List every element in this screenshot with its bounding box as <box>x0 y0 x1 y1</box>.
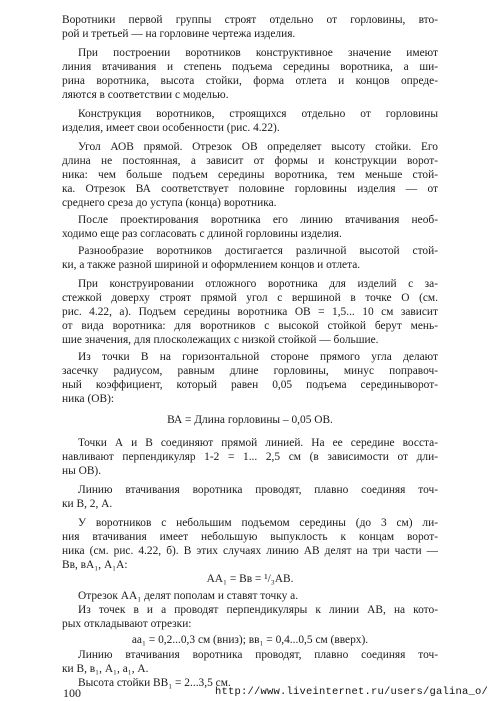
text-line: ка. Отрезок ВА соответствует половине горловины изделия — от <box>62 183 438 195</box>
text-line: Линию втачивания воротника проводят, плавно соединяя точ- <box>78 484 438 496</box>
text-line: Вв, вА₁, А₁А: <box>62 559 128 571</box>
text-line: линия втачивания и степень подъема середины воротника, а ши- <box>62 61 438 73</box>
text-line: рых откладывают отрезки: <box>62 618 192 630</box>
text-line: При построении воротников конструктивное значение имеют <box>78 47 438 59</box>
page-number: 100 <box>63 686 81 700</box>
text-line: шие значения, для плосколежащих с низкой стойкой — большие. <box>62 334 379 346</box>
formula: аа₁ = 0,2...0,3 см (вниз); вв₁ = 0,4...0,5 см (вверх). <box>131 634 369 646</box>
text-line: Отрезок АА₁ делят пополам и ставят точку а. <box>78 590 299 602</box>
text-line: ны ОВ). <box>62 465 102 477</box>
text-line: рина воротника, высота стойки, форма отлета и концов опреде- <box>62 75 438 87</box>
text-line: Из точки В на горизонтальной стороне прямого угла делают <box>78 351 438 363</box>
formula: ВА = Длина горловины – 0,05 ОВ. <box>167 414 333 426</box>
text-line: ника (см. рис. 4.22, б). В этих случаях линию АВ делят на три части — <box>62 545 438 557</box>
footer-url[interactable]: http://www.liveinternet.ru/users/galina_o/ <box>214 686 488 698</box>
text-line: ки В, 2, А. <box>62 498 113 510</box>
text-line: ника (ОВ): <box>62 393 115 405</box>
text-line: Воротники первой группы строят отдельно от горловины, вто- <box>62 14 438 26</box>
text-line: ния втачивания имеет небольшую выпуклость к концам ворот- <box>62 531 438 543</box>
text-line: ника: чем больше подъем середины воротника, тем меньше стой- <box>62 169 438 181</box>
text-line: При конструировании отложного воротника для изделий с за- <box>78 278 438 290</box>
text-line: стежкой доверху строят прямой угол с вершиной в точке О (см. <box>62 292 438 304</box>
text-line: от вида воротника: для воротников с высокой стойкой берут мень- <box>62 320 438 332</box>
text-line: засечку радиусом, равным длине горловины, минус поправоч- <box>62 365 438 377</box>
text-line: ки, а также разной шириной и оформлением концов и отлета. <box>62 259 361 271</box>
text-line: длина не постоянная, а зависит от формы и конструкции ворот- <box>62 155 438 167</box>
text-line: рой и третьей — на горловине чертежа изделия. <box>62 28 296 40</box>
text-line: После проектирования воротника его линию втачивания необ- <box>78 214 438 226</box>
text-line: навливают перпендикуляр 1-2 = 1... 2,5 см (в зависимости от дли- <box>62 451 438 463</box>
text-line: У воротников с небольшим подъемом середины (до 3 см) ли- <box>78 517 438 529</box>
text-line: Угол АОВ прямой. Отрезок ОВ определяет высоту стойки. Его <box>78 141 438 153</box>
formula: АА₁ = Вв = ¹/₃АВ. <box>206 573 294 585</box>
text-line: Линию втачивания воротника проводят, плавно соединяя точ- <box>78 649 438 661</box>
text-line: Конструкция воротников, строящихся отдельно от горловины <box>78 108 438 120</box>
text-line: Из точек в и а проводят перпендикуляры к линии АВ, на кото- <box>78 604 438 616</box>
text-line: рис. 4.22, а). Подъем середины воротника ОВ = 1,5... 10 см зависит <box>62 306 438 318</box>
text-line: Точки А и В соединяют прямой линией. На ее середине восста- <box>78 437 438 449</box>
text-line: Высота стойки ВВ₁ = 2...3,5 см. <box>78 677 231 689</box>
text-line: Разнообразие воротников достигается различной высотой стой- <box>78 245 438 257</box>
text-line: ляются в соответствии с моделью. <box>62 89 229 101</box>
text-line: ный коэффициент, который равен 0,05 подъема серединыворот- <box>62 379 438 391</box>
text-line: ки В, в₁, А₁, а₁, А. <box>62 663 149 675</box>
text-line: среднего среза до уступа (конца) воротника. <box>62 197 277 209</box>
text-line: ходимо еще раз согласовать с длиной горловины изделия. <box>62 228 342 240</box>
text-line: изделия, имеет свои особенности (рис. 4.22). <box>62 122 280 134</box>
